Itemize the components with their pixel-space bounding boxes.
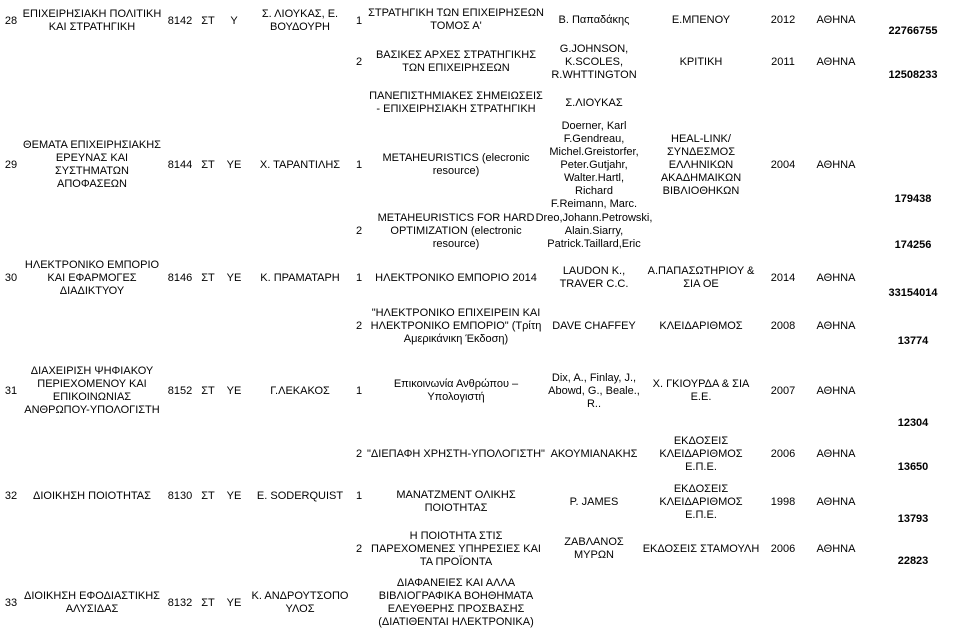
course-title: ΔΙΟΙΚΗΣΗ ΕΦΟΔΙΑΣΤΙΚΗΣ ΑΛΥΣΙΔΑΣ [24, 590, 160, 615]
book-year [760, 208, 806, 254]
course-number: 33 [4, 596, 18, 609]
row-divider [0, 252, 960, 253]
book-number: 2 [355, 542, 363, 555]
book-publisher: ΕΚΔΟΣΕΙΣ ΣΤΑΜΟΥΛΗ [642, 542, 760, 555]
row-divider [0, 568, 960, 569]
course-number: 31 [4, 384, 18, 397]
book-title: METAHEURISTICS (elecronic resource) [382, 152, 530, 177]
book-id: 13774 [897, 335, 929, 347]
course-professor: Γ.ΛΕΚΑΚΟΣ [270, 384, 330, 397]
book-publisher: HEAL-LINK/ΣΥΝΔΕΣΜΟΣ ΕΛΛΗΝΙΚΩΝ ΑΚΑΔΗΜΑΙΚΩΝ ΒΙΒΛΙΟΘΗΚΩΝ [660, 132, 742, 197]
book-year [760, 84, 806, 122]
book-id: 22823 [897, 555, 929, 567]
course-title: ΔΙΟΙΚΗΣΗ ΠΟΙΟΤΗΤΑΣ [33, 489, 151, 502]
book-year: 2006 [770, 447, 796, 460]
book-id: 174256 [894, 239, 932, 251]
course-code: 8144 [167, 158, 193, 171]
book-title: ΜΑΝΑΤΖΜΕΝΤ ΟΛΙΚΗΣ ΠΟΙΟΤΗΤΑΣ [396, 489, 516, 514]
course-type: ΥΕ [226, 489, 242, 502]
book-city: ΑΘΗΝΑ [816, 447, 856, 460]
course-semester: ΣΤ [201, 158, 215, 171]
book-city: ΑΘΗΝΑ [816, 495, 856, 508]
book-author: DAVE CHAFFEY [552, 319, 636, 332]
book-author: Β. Παπαδάκης [558, 13, 630, 26]
book-publisher [642, 570, 760, 636]
book-id: 22766755 [888, 25, 938, 37]
book-author: Σ.ΛΙΟΥΚΑΣ [565, 96, 623, 109]
course-book-count [352, 570, 366, 636]
course-number: 29 [4, 158, 18, 171]
book-title: ΔΙΑΦΑΝΕΙΕΣ ΚΑΙ ΑΛΛΑ ΒΙΒΛΙΟΓΡΑΦΙΚΑ ΒΟΗΘΗΜΑΤΑ ΕΛΕΥΘΕΡΗΣ ΠΡΟΣΒΑΣΗΣ (ΔΙΑΤΙΘΕΝΤΑΙ ΗΛΕΚΤΡΟΝΙΚΑ) [378, 577, 534, 628]
book-publisher: Ε.ΜΠΕΝΟΥ [671, 13, 731, 26]
course-type: Υ [230, 14, 238, 27]
course-semester: ΣΤ [201, 14, 215, 27]
course-type: ΥΕ [226, 271, 242, 284]
book-year [760, 570, 806, 636]
course-semester: ΣΤ [201, 596, 215, 609]
row-divider [0, 120, 960, 121]
book-author: Dreo,Johann.Petrowski, Alain.Siarry, Patrick.Taillard,Eric [535, 211, 653, 250]
book-id: 13650 [897, 461, 929, 473]
course-semester: ΣΤ [201, 271, 215, 284]
book-author: LAUDON K., TRAVER C.C. [559, 265, 629, 290]
book-publisher [642, 208, 760, 254]
course-book-count: 1 [355, 158, 363, 171]
course-title: ΗΛΕΚΤΡΟΝΙΚΟ ΕΜΠΟΡΙΟ ΚΑΙ ΕΦΑΡΜΟΓΕΣ ΔΙΑΔΙΚΤΥΟΥ [24, 258, 160, 297]
book-publisher: ΕΚΔΟΣΕΙΣ ΚΛΕΙΔΑΡΙΘΜΟΣ Ε.Π.Ε. [659, 482, 743, 521]
book-number: 2 [355, 447, 363, 460]
course-book-count: 1 [355, 384, 363, 397]
book-title: ΣΤΡΑΤΗΓΙΚΗ ΤΩΝ ΕΠΙΧΕΙΡΗΣΕΩΝ ΤΟΜΟΣ Α' [368, 7, 544, 32]
course-number: 30 [4, 271, 18, 284]
course-title: ΔΙΑΧΕΙΡΙΣΗ ΨΗΦΙΑΚΟΥ ΠΕΡΙΕΧΟΜΕΝΟΥ ΚΑΙ ΕΠΙΚΟΙΝΩΝΙΑΣ ΑΝΘΡΩΠΟΥ-ΥΠΟΛΟΓΙΣΤΗ [24, 365, 160, 416]
course-number: 28 [4, 14, 18, 27]
course-code: 8146 [167, 271, 193, 284]
course-professor: Χ. ΤΑΡΑΝΤΙΛΗΣ [259, 158, 341, 171]
book-id [866, 570, 960, 636]
book-publisher [642, 84, 760, 122]
book-id: 33154014 [888, 287, 938, 299]
book-id [866, 84, 960, 122]
book-number: 2 [355, 319, 363, 332]
book-city [806, 570, 866, 636]
book-id: 13793 [897, 513, 929, 525]
book-title: ΠΑΝΕΠΙΣΤΗΜΙΑΚΕΣ ΣΗΜΕΙΩΣΕΙΣ - ΕΠΙΧΕΙΡΗΣΙΑΚΗ ΣΤΡΑΤΗΓΙΚΗ [369, 90, 543, 115]
book-id: 12304 [897, 417, 929, 429]
course-number: 32 [4, 489, 18, 502]
course-title: ΕΠΙΧΕΙΡΗΣΙΑΚΗ ΠΟΛΙΤΙΚΗ ΚΑΙ ΣΤΡΑΤΗΓΙΚΗ [22, 8, 162, 33]
course-professor: Κ. ΑΝΔΡΟΥΤΣΟΠΟ ΥΛΟΣ [251, 590, 349, 615]
book-author: ΖΑΒΛΑΝΟΣ ΜΥΡΩΝ [564, 536, 624, 561]
book-city: ΑΘΗΝΑ [816, 271, 856, 284]
book-city [806, 84, 866, 122]
book-author [546, 570, 642, 636]
book-author: ΑΚΟΥΜΙΑΝΑΚΗΣ [550, 447, 638, 460]
book-year: 1998 [770, 495, 796, 508]
book-year: 2014 [770, 271, 796, 284]
book-number: 2 [355, 224, 363, 237]
book-publisher: ΚΛΕΙΔΑΡΙΘΜΟΣ [659, 319, 743, 332]
book-author: Dix, A., Finlay, J., Abowd, G., Beale., R.. [548, 371, 640, 410]
course-book-count: 1 [355, 489, 363, 502]
book-year: 2012 [770, 13, 796, 26]
course-semester: ΣΤ [201, 489, 215, 502]
course-code: 8152 [167, 384, 193, 397]
course-type: ΥΕ [226, 384, 242, 397]
book-city [806, 208, 866, 254]
book-number [352, 84, 366, 122]
book-title: "ΗΛΕΚΤΡΟΝΙΚΟ ΕΠΙΧΕΙΡΕΙΝ ΚΑΙ ΗΛΕΚΤΡΟΝΙΚΟ ΕΜΠΟΡΙΟ" (Τρίτη Αμερικάνικη Έκδοση) [370, 306, 542, 345]
book-publisher: ΕΚΔΟΣΕΙΣ ΚΛΕΙΔΑΡΙΘΜΟΣ Ε.Π.Ε. [659, 434, 743, 473]
course-semester: ΣΤ [201, 384, 215, 397]
book-publisher: Χ. ΓΚΙΟΥΡΔΑ & ΣΙΑ Ε.Ε. [652, 378, 750, 403]
course-title: ΘΕΜΑΤΑ ΕΠΙΧΕΙΡΗΣΙΑΚΗΣ ΕΡΕΥΝΑΣ ΚΑΙ ΣΥΣΤΗΜΑΤΩΝ ΑΠΟΦΑΣΕΩΝ [23, 139, 161, 190]
book-id: 179438 [894, 193, 932, 205]
course-code: 8130 [167, 489, 193, 502]
book-year: 2008 [770, 319, 796, 332]
book-city: ΑΘΗΝΑ [816, 319, 856, 332]
book-city: ΑΘΗΝΑ [816, 542, 856, 555]
book-publisher: ΚΡΙΤΙΚΗ [679, 55, 723, 68]
book-title: ΗΛΕΚΤΡΟΝΙΚΟ ΕΜΠΟΡΙΟ 2014 [375, 271, 537, 284]
book-title: "ΔΙΕΠΑΦΗ ΧΡΗΣΤΗ-ΥΠΟΛΟΓΙΣΤΗ" [367, 447, 545, 460]
course-code: 8132 [167, 596, 193, 609]
book-city: ΑΘΗΝΑ [816, 55, 856, 68]
book-publisher: Α.ΠΑΠΑΣΩΤΗΡΙΟΥ & ΣΙΑ ΟΕ [647, 265, 755, 290]
book-city: ΑΘΗΝΑ [816, 158, 856, 171]
book-author: P. JAMES [569, 495, 619, 508]
book-year: 2004 [770, 158, 796, 171]
book-city: ΑΘΗΝΑ [816, 13, 856, 26]
book-number: 2 [355, 55, 363, 68]
course-code: 8142 [167, 14, 193, 27]
book-author: Doerner, Karl F.Gendreau, Michel.Greistorfer, Peter.Gutjahr, Walter.Hartl, Richard F.Reimann, Marc. [549, 119, 639, 210]
row-divider [0, 348, 960, 349]
book-year: 2007 [770, 384, 796, 397]
course-type: ΥΕ [226, 596, 242, 609]
book-city: ΑΘΗΝΑ [816, 384, 856, 397]
course-type: ΥΕ [226, 158, 242, 171]
row-divider [0, 474, 960, 475]
book-title: METAHEURISTICS FOR HARD OPTIMIZATION (electronic resource) [377, 211, 535, 250]
book-title: Επικοινωνία Ανθρώπου – Υπολογιστή [393, 378, 519, 403]
book-id: 12508233 [888, 69, 938, 81]
course-professor: Σ. ΛΙΟΥΚΑΣ, Ε. ΒΟΥΔΟΥΡΗ [261, 8, 339, 33]
book-title: ΒΑΣΙΚΕΣ ΑΡΧΕΣ ΣΤΡΑΤΗΓΙΚΗΣ ΤΩΝ ΕΠΙΧΕΙΡΗΣΕΩΝ [375, 49, 537, 74]
course-book-count: 1 [355, 271, 363, 284]
course-book-count: 1 [355, 14, 363, 27]
book-year: 2006 [770, 542, 796, 555]
book-author: G.JOHNSON, K.SCOLES, R.WHTTINGTON [551, 42, 637, 81]
course-professor: Κ. ΠΡΑΜΑΤΑΡΗ [260, 271, 340, 284]
book-year: 2011 [771, 55, 795, 68]
course-professor: Ε. SODERQUIST [256, 489, 344, 502]
book-title: Η ΠΟΙΟΤΗΤΑ ΣΤΙΣ ΠΑΡΕΧΟΜΕΝΕΣ ΥΠΗΡΕΣΙΕΣ ΚΑΙ ΤΑ ΠΡΟΪΟΝΤΑ [371, 529, 541, 568]
